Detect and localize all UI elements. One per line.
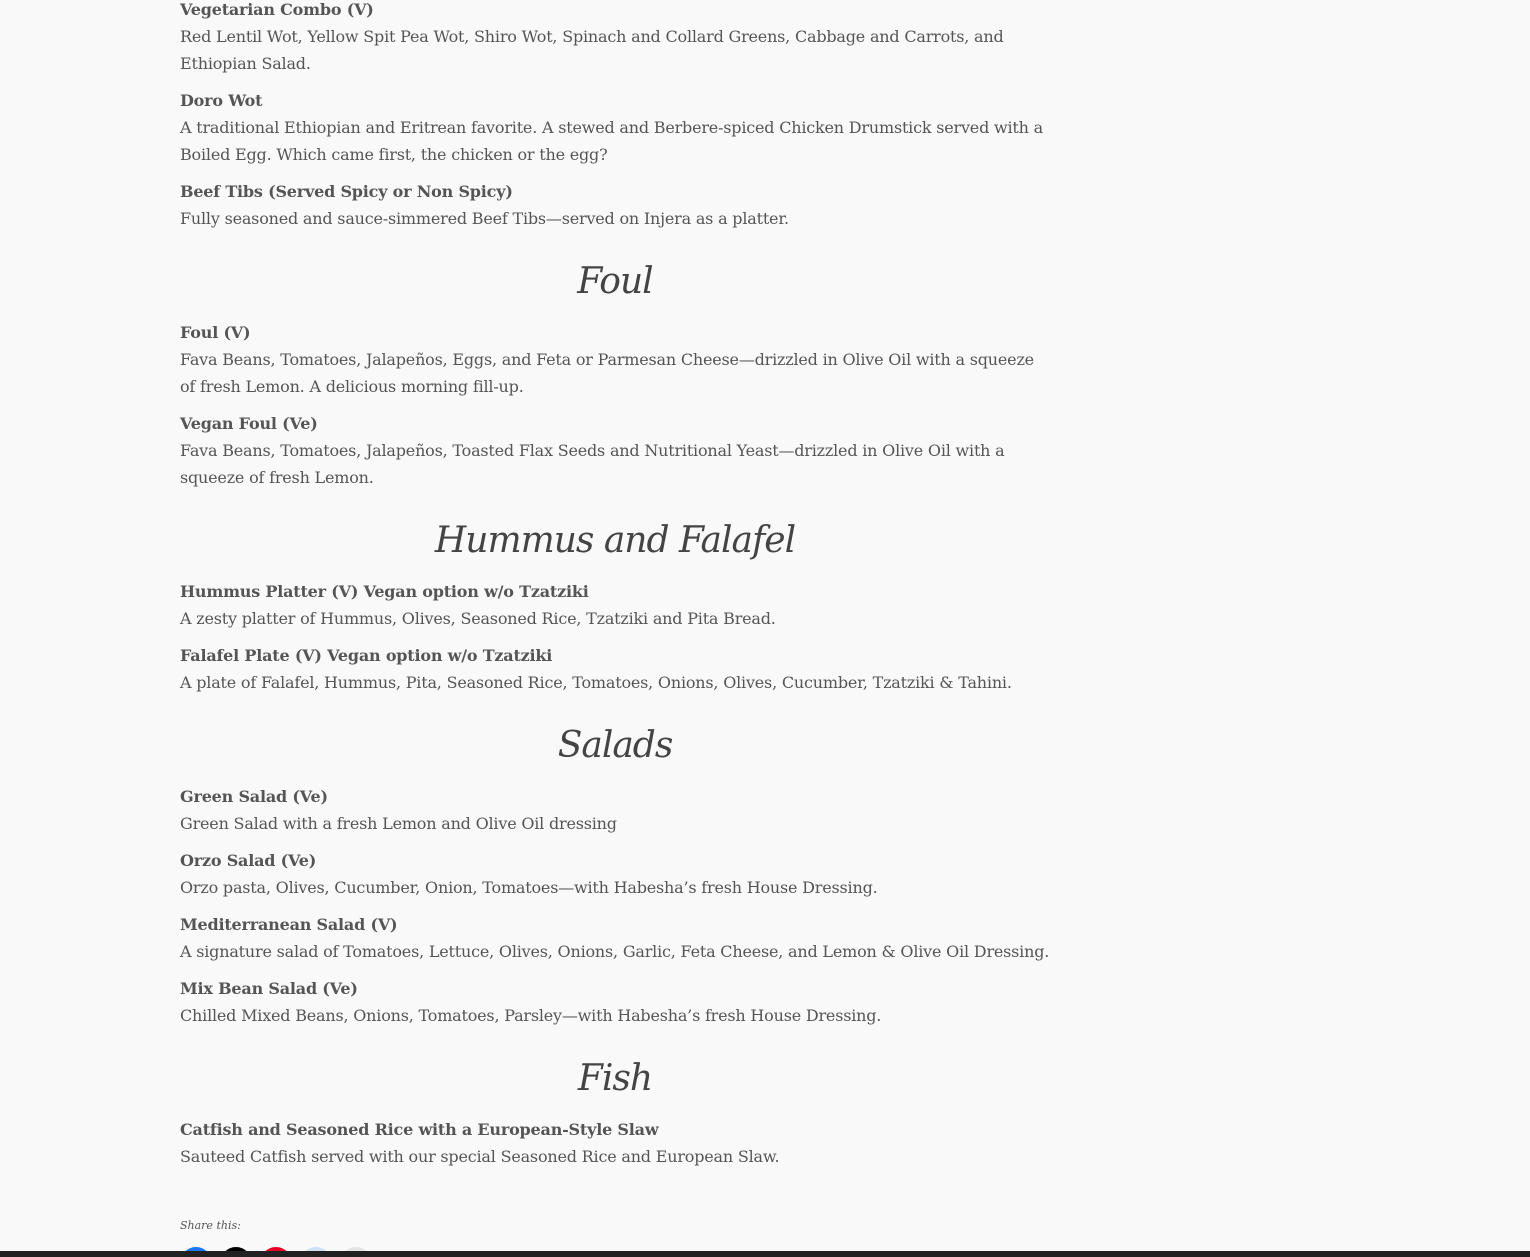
bottom-bar — [0, 1251, 1530, 1257]
menu-item-name: Vegetarian Combo (V) — [180, 0, 374, 19]
menu-item-description: Fully seasoned and sauce-simmered Beef Tibs—served on Injera as a platter. — [180, 209, 789, 228]
section-title-hummus-falafel: Hummus and Falafel — [434, 520, 796, 561]
menu-item — [180, 1117, 1050, 1170]
menu-item — [180, 784, 1050, 837]
menu-item-name: Foul (V) — [180, 323, 251, 342]
menu-item-name: Mediterranean Salad (V) — [180, 915, 398, 934]
section-title-fish: Fish — [577, 1058, 653, 1099]
menu-item-description: Sauteed Catfish served with our special Seasoned Rice and European Slaw. — [180, 1147, 780, 1166]
menu-item-description: Fava Beans, Tomatoes, Jalapeños, Eggs, and Feta or Parmesan Cheese—drizzled in Olive Oil with a squeeze of fresh Lemon. A delicious morning fill-up. — [180, 350, 1034, 396]
menu-item — [180, 848, 1050, 901]
menu-item — [180, 0, 1050, 77]
share-label: Share this: — [180, 1219, 241, 1232]
menu-item-description: Chilled Mixed Beans, Onions, Tomatoes, Parsley—with Habesha’s fresh House Dressing. — [180, 1006, 882, 1025]
menu-item-name: Mix Bean Salad (Ve) — [180, 979, 358, 998]
menu-item — [180, 179, 1050, 232]
menu-item-description: Red Lentil Wot, Yellow Spit Pea Wot, Shiro Wot, Spinach and Collard Greens, Cabbage and Carrots, and Ethiopian Salad. — [180, 27, 1004, 73]
menu-item-description: A plate of Falafel, Hummus, Pita, Seasoned Rice, Tomatoes, Onions, Olives, Cucumber, Tzatziki & Tahini. — [180, 673, 1012, 692]
section-title-salads: Salads — [557, 725, 673, 766]
menu-item-description: A signature salad of Tomatoes, Lettuce, Olives, Onions, Garlic, Feta Cheese, and Lemon & Olive Oil Dressing. — [180, 942, 1050, 961]
menu-item — [180, 579, 1050, 632]
menu-item-description: Fava Beans, Tomatoes, Jalapeños, Toasted Flax Seeds and Nutritional Yeast—drizzled in Olive Oil with a squeeze of fresh Lemon. — [180, 441, 1005, 487]
menu-item-name: Doro Wot — [180, 91, 263, 110]
menu-item-name: Beef Tibs (Served Spicy or Non Spicy) — [180, 182, 513, 201]
menu-item — [180, 411, 1050, 491]
menu-item-description: A traditional Ethiopian and Eritrean favorite. A stewed and Berbere-spiced Chicken Drumstick served with a Boiled Egg. Which came first, the chicken or the egg? — [180, 118, 1043, 164]
menu-item-name: Vegan Foul (Ve) — [180, 414, 318, 433]
menu-item — [180, 88, 1050, 168]
menu-item-name: Hummus Platter (V) Vegan option w/o Tzatziki — [180, 582, 589, 601]
menu-item-description: A zesty platter of Hummus, Olives, Seasoned Rice, Tzatziki and Pita Bread. — [180, 609, 776, 628]
menu-item — [180, 976, 1050, 1029]
menu-item-name: Orzo Salad (Ve) — [180, 851, 317, 870]
menu-item-name: Catfish and Seasoned Rice with a European-Style Slaw — [180, 1120, 659, 1139]
menu-item — [180, 643, 1050, 696]
section-title-foul: Foul — [577, 261, 653, 302]
menu-item-name: Green Salad (Ve) — [180, 787, 328, 806]
menu-content — [180, 0, 1050, 1181]
menu-item — [180, 320, 1050, 400]
menu-item-name: Falafel Plate (V) Vegan option w/o Tzatziki — [180, 646, 553, 665]
menu-item-description: Orzo pasta, Olives, Cucumber, Onion, Tomatoes—with Habesha’s fresh House Dressing. — [180, 878, 878, 897]
menu-item — [180, 912, 1050, 965]
menu-item-description: Green Salad with a fresh Lemon and Olive Oil dressing — [180, 814, 617, 833]
